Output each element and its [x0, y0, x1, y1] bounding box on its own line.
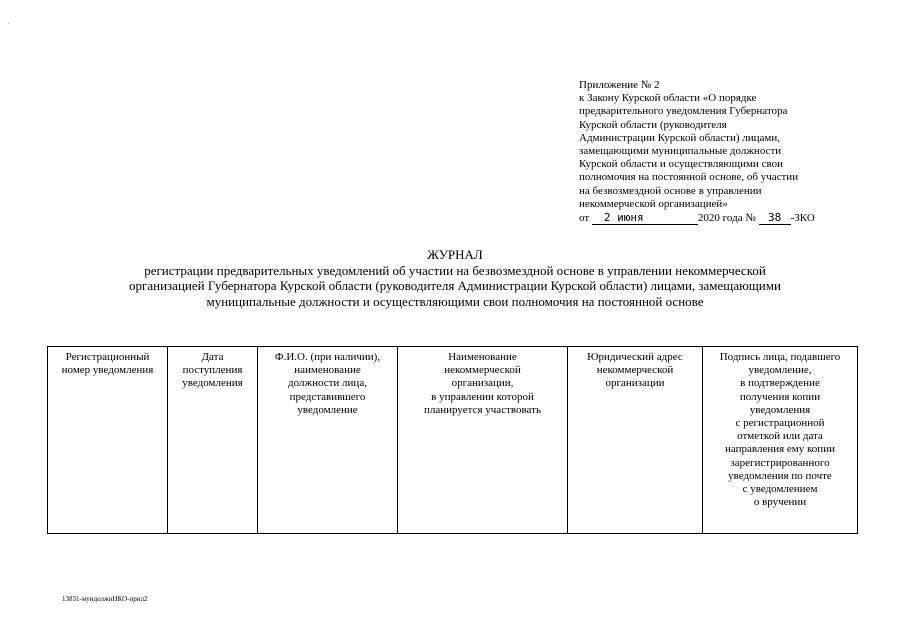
appendix-line: Приложение № 2: [579, 79, 660, 91]
appendix-line: замещающими муниципальные должности: [579, 145, 782, 158]
handwritten-date: 2 июня: [592, 212, 698, 225]
handwritten-law-number: 38: [759, 212, 791, 225]
appendix-line: на безвозмездной основе в управлении: [579, 184, 762, 197]
column-header-legal-address: Юридический адрес некоммерческой организации: [568, 347, 703, 534]
document-code: 13831-мундолжнНКО-прил2: [62, 595, 148, 603]
column-header-signature: Подпись лица, подавшего уведомление, в подтверждение получения копии уведомления с регистрационной отметкой или дата направления ему копии зарегистрированного уведомления по почте с уведомлением о вручении: [703, 347, 858, 534]
appendix-line: предварительного уведомления Губернатора: [579, 105, 788, 118]
column-header-organization-name: Наименование некоммерческой организации, в управлении которой планируется участвовать: [398, 347, 568, 534]
law-suffix: -ЗКО: [790, 212, 815, 225]
title-line: регистрации предварительных уведомлений об участии на безвозмездной основе в управлении некоммерческой: [144, 262, 766, 278]
law-date-line: [579, 212, 879, 225]
appendix-line: к Закону Курской области «О порядке: [579, 92, 757, 105]
appendix-line: Курской области (руководителя: [579, 118, 727, 131]
appendix-line: Курской области и осуществляющими свои: [579, 158, 783, 171]
column-header-full-name: Ф.И.О. (при наличии), наименование должности лица, представившего уведомление: [258, 347, 398, 534]
appendix-line: некоммерческой организацией»: [579, 197, 728, 210]
column-header-receipt-date: Дата поступления уведомления: [168, 347, 258, 534]
title-line: муниципальные должности и осуществляющими свои полномочия на постоянной основе: [206, 293, 704, 309]
date-year: 2020 года №: [697, 212, 756, 225]
appendix-line: полномочия на постоянной основе, об участии: [579, 171, 799, 184]
title-line: организацией Губернатора Курской области (руководителя Администрации Курской области) лицами, замещающими: [129, 278, 781, 293]
journal-title: [60, 247, 850, 309]
journal-heading: ЖУРНАЛ: [427, 247, 483, 262]
table-header-row: [48, 347, 858, 534]
journal-table: [47, 346, 858, 534]
corner-mark: .: [8, 20, 10, 26]
date-prefix: от: [579, 212, 590, 225]
appendix-block: [579, 79, 879, 225]
column-header-registration-number: Регистрационный номер уведомления: [48, 347, 168, 534]
appendix-line: Администрации Курской области) лицами,: [579, 131, 781, 144]
